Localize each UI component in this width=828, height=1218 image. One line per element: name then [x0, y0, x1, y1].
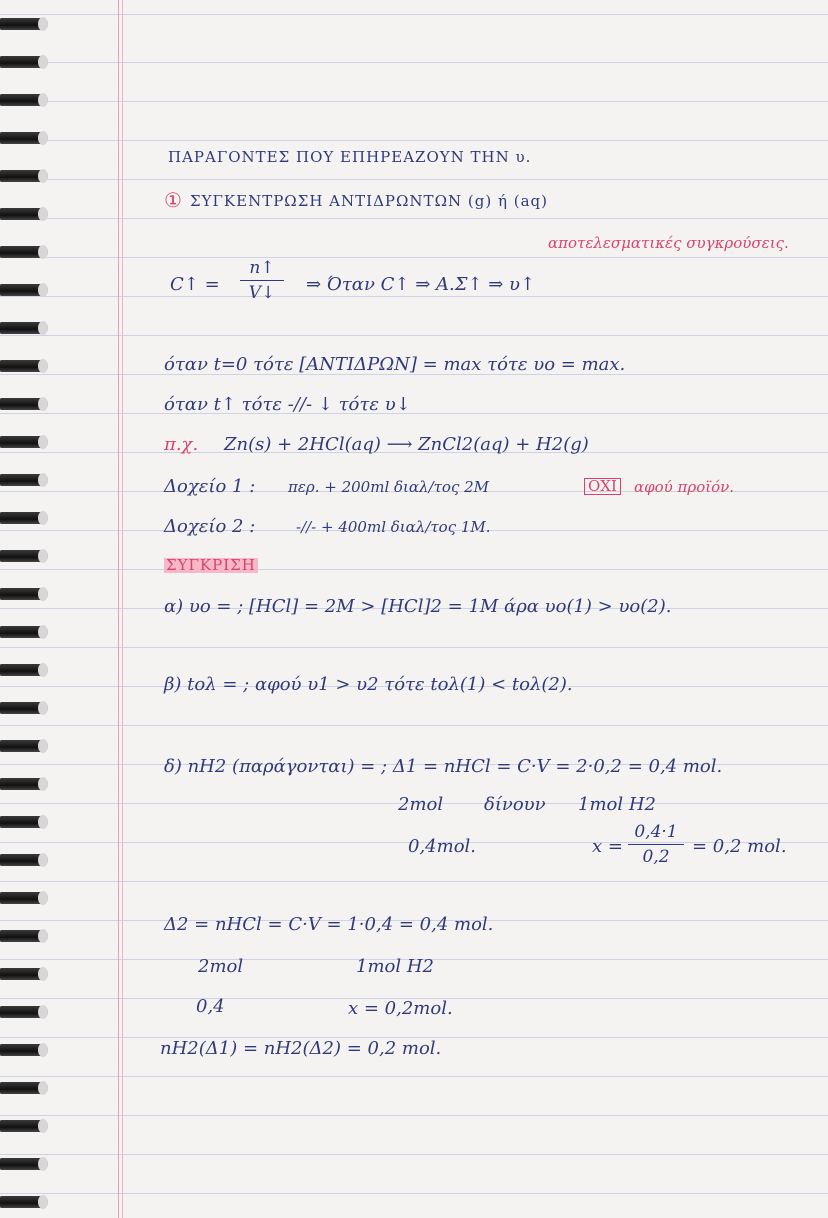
fraction-denominator: V↓ [248, 283, 276, 303]
annotation-text: αποτελεσματικές συγκρούσεις. [548, 234, 789, 252]
punch-hole [38, 511, 48, 525]
punch-hole [38, 131, 48, 145]
punch-hole [38, 169, 48, 183]
punch-hole [38, 549, 48, 563]
container-description: περ. + 200ml διαλ/τος 2M [288, 478, 490, 496]
punch-hole [38, 93, 48, 107]
ratio-right: 1mol H2 [356, 956, 434, 977]
calc-line: Δ2 = nHCl = C·V = 1·0,4 = 0,4 mol. [164, 914, 494, 935]
comparison-part-a: α) υο = ; [HCl] = 2M > [HCl]2 = 1M άρα υο(1) > υο(2). [164, 596, 672, 617]
punch-hole [38, 815, 48, 829]
x-fraction [628, 822, 684, 867]
final-result: nH2(Δ1) = nH2(Δ2) = 0,2 mol. [160, 1038, 442, 1059]
punch-hole [38, 1119, 48, 1133]
ratio-left: 2mol [398, 794, 444, 815]
ratio-right: 1mol H2 [578, 794, 656, 815]
comparison-part-c: δ) nH2 (παράγονται) = ; Δ1 = nHCl = C·V = 2·0,2 = 0,4 mol. [164, 756, 723, 777]
container-label: Δοχείο 1 : [164, 476, 256, 497]
page-title: ΠΑΡΑΓΟΝΤΕΣ ΠΟΥ ΕΠΗΡΕΑΖΟΥΝ ΤΗΝ υ. [168, 148, 532, 166]
example-label: π.χ. [164, 434, 199, 455]
concentration-rhs: ⇒ Όταν C↑ ⇒ Α.Σ↑ ⇒ υ↑ [306, 274, 536, 295]
note-line: όταν t=0 τότε [ΑΝΤΙΔΡΩΝ] = max τότε υο = max. [164, 354, 626, 375]
fraction-numerator: 0,4·1 [634, 822, 678, 842]
punch-hole [38, 245, 48, 259]
margin-line [118, 0, 119, 1218]
punch-hole [38, 321, 48, 335]
container-label: Δοχείο 2 : [164, 516, 256, 537]
fraction-denominator: 0,2 [642, 847, 670, 867]
punch-hole [38, 359, 48, 373]
ratio-left: 2mol [198, 956, 244, 977]
spiral-binding [0, 0, 56, 1218]
concentration-fraction [240, 258, 284, 303]
margin-line [122, 0, 123, 1218]
punch-hole [38, 397, 48, 411]
note-line: όταν t↑ τότε -//- ↓ τότε υ↓ [164, 394, 411, 415]
punch-hole [38, 663, 48, 677]
punch-hole [38, 967, 48, 981]
punch-hole [38, 473, 48, 487]
reaction-equation: Zn(s) + 2HCl(aq) ⟶ ZnCl2(aq) + H2(g) [224, 434, 589, 455]
item-heading: ΣΥΓΚΕΝΤΡΩΣΗ ΑΝΤΙΔΡΩΝΤΩΝ (g) ή (aq) [190, 192, 548, 210]
container-description: -//- + 400ml διαλ/τος 1M. [296, 518, 491, 536]
x-label: x = [592, 836, 623, 857]
ratio-mid: δίνουν [484, 794, 546, 815]
punch-hole [38, 1005, 48, 1019]
item-number: ① [164, 188, 182, 212]
amount-value: 0,4 [196, 996, 225, 1017]
concentration-lhs: C↑ = [170, 274, 220, 295]
punch-hole [38, 587, 48, 601]
container-note: αφού προϊόν. [634, 478, 735, 496]
punch-hole [38, 207, 48, 221]
comparison-heading: ΣΥΓΚΡΙΣΗ [166, 556, 256, 574]
fraction-numerator: n↑ [249, 258, 275, 278]
punch-hole [38, 701, 48, 715]
punch-hole [38, 891, 48, 905]
punch-hole [38, 625, 48, 639]
punch-hole [38, 1081, 48, 1095]
punch-hole [38, 929, 48, 943]
punch-hole [38, 1195, 48, 1209]
comparison-part-b: β) tολ = ; αφού υ1 > υ2 τότε tολ(1) < tολ(2). [164, 674, 573, 695]
amount-value: 0,4mol. [408, 836, 477, 857]
punch-hole [38, 853, 48, 867]
punch-hole [38, 435, 48, 449]
punch-hole [38, 17, 48, 31]
x-result: = 0,2 mol. [692, 836, 787, 857]
punch-hole [38, 1157, 48, 1171]
punch-hole [38, 739, 48, 753]
punch-hole [38, 283, 48, 297]
no-box: ΟΧΙ [584, 478, 621, 495]
x-result: x = 0,2mol. [348, 998, 453, 1019]
punch-hole [38, 55, 48, 69]
punch-hole [38, 1043, 48, 1057]
punch-hole [38, 777, 48, 791]
